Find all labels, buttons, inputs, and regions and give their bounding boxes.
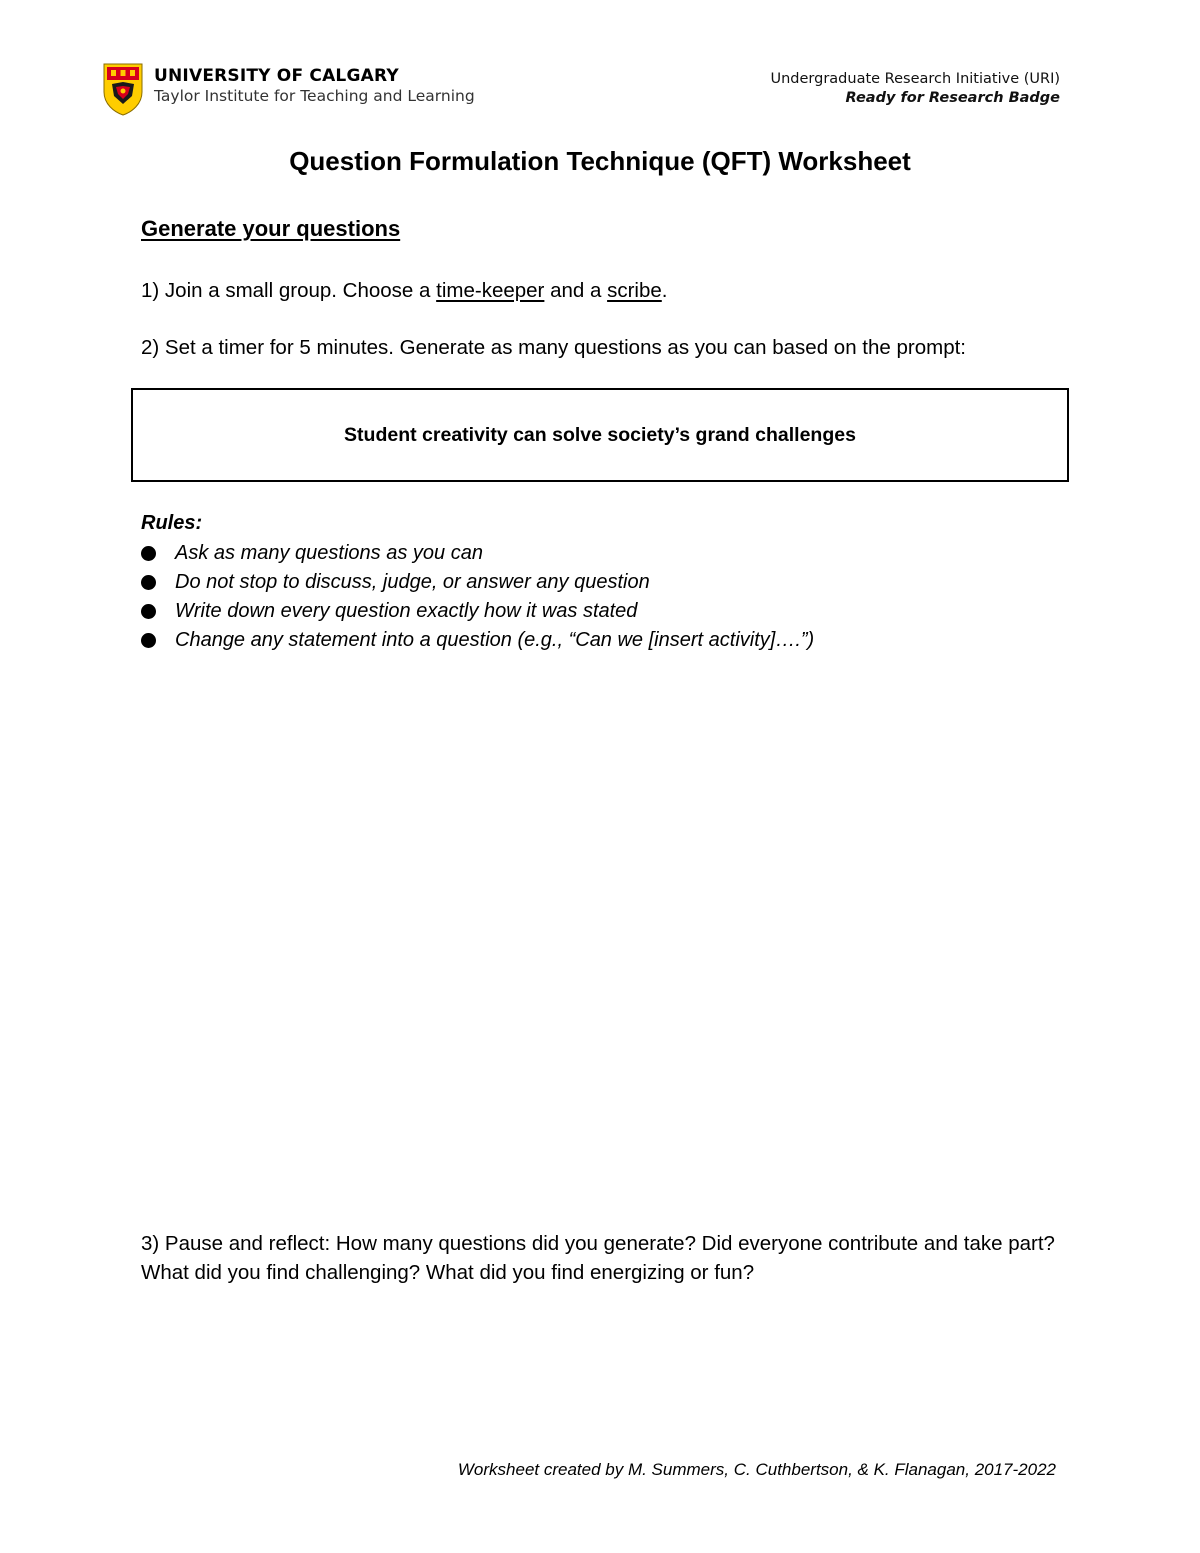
rules-list — [141, 539, 814, 655]
bullet-icon — [141, 575, 156, 590]
list-item — [141, 626, 814, 655]
step-1-prefix: 1) Join a small group. Choose a — [141, 279, 437, 302]
list-item — [141, 597, 814, 626]
university-crest-icon — [102, 62, 144, 116]
rule-text: Write down every question exactly how it was stated — [175, 600, 638, 622]
role-scribe: scribe — [607, 279, 662, 302]
page-title: Question Formulation Technique (QFT) Worksheet — [289, 146, 911, 176]
rule-text: Ask as many questions as you can — [175, 542, 483, 564]
step-3: 3) Pause and reflect: How many questions did you generate? Did everyone contribute and take part? What did you find challenging? What did you find energizing or fun? — [141, 1232, 1055, 1284]
step-1-middle: and a — [544, 279, 608, 302]
prompt-text: Student creativity can solve society’s grand challenges — [344, 423, 856, 446]
step-1 — [141, 276, 667, 305]
step-2: 2) Set a timer for 5 minutes. Generate as many questions as you can based on the prompt: — [141, 336, 966, 359]
program-name: Undergraduate Research Initiative (URI) — [770, 71, 1060, 87]
list-item — [141, 539, 814, 568]
badge-name: Ready for Research Badge — [845, 90, 1060, 106]
footer-credit: Worksheet created by M. Summers, C. Cuthbertson, & K. Flanagan, 2017-2022 — [457, 1460, 1056, 1479]
step-1-suffix: . — [661, 279, 668, 302]
university-logo — [102, 62, 475, 116]
rules-label: Rules: — [141, 512, 203, 534]
prompt-box — [131, 388, 1069, 482]
institute-name: Taylor Institute for Teaching and Learning — [154, 87, 475, 105]
rule-text: Do not stop to discuss, judge, or answer any question — [175, 571, 650, 593]
bullet-icon — [141, 546, 156, 561]
rule-text: Change any statement into a question (e.g., “Can we [insert activity]….”) — [175, 629, 815, 651]
section-heading: Generate your questions — [141, 216, 401, 241]
list-item — [141, 568, 814, 597]
bullet-icon — [141, 604, 156, 619]
university-name: UNIVERSITY OF CALGARY — [154, 66, 399, 86]
bullet-icon — [141, 633, 156, 648]
header-program-info — [771, 70, 1061, 108]
role-time-keeper: time-keeper — [436, 279, 545, 302]
